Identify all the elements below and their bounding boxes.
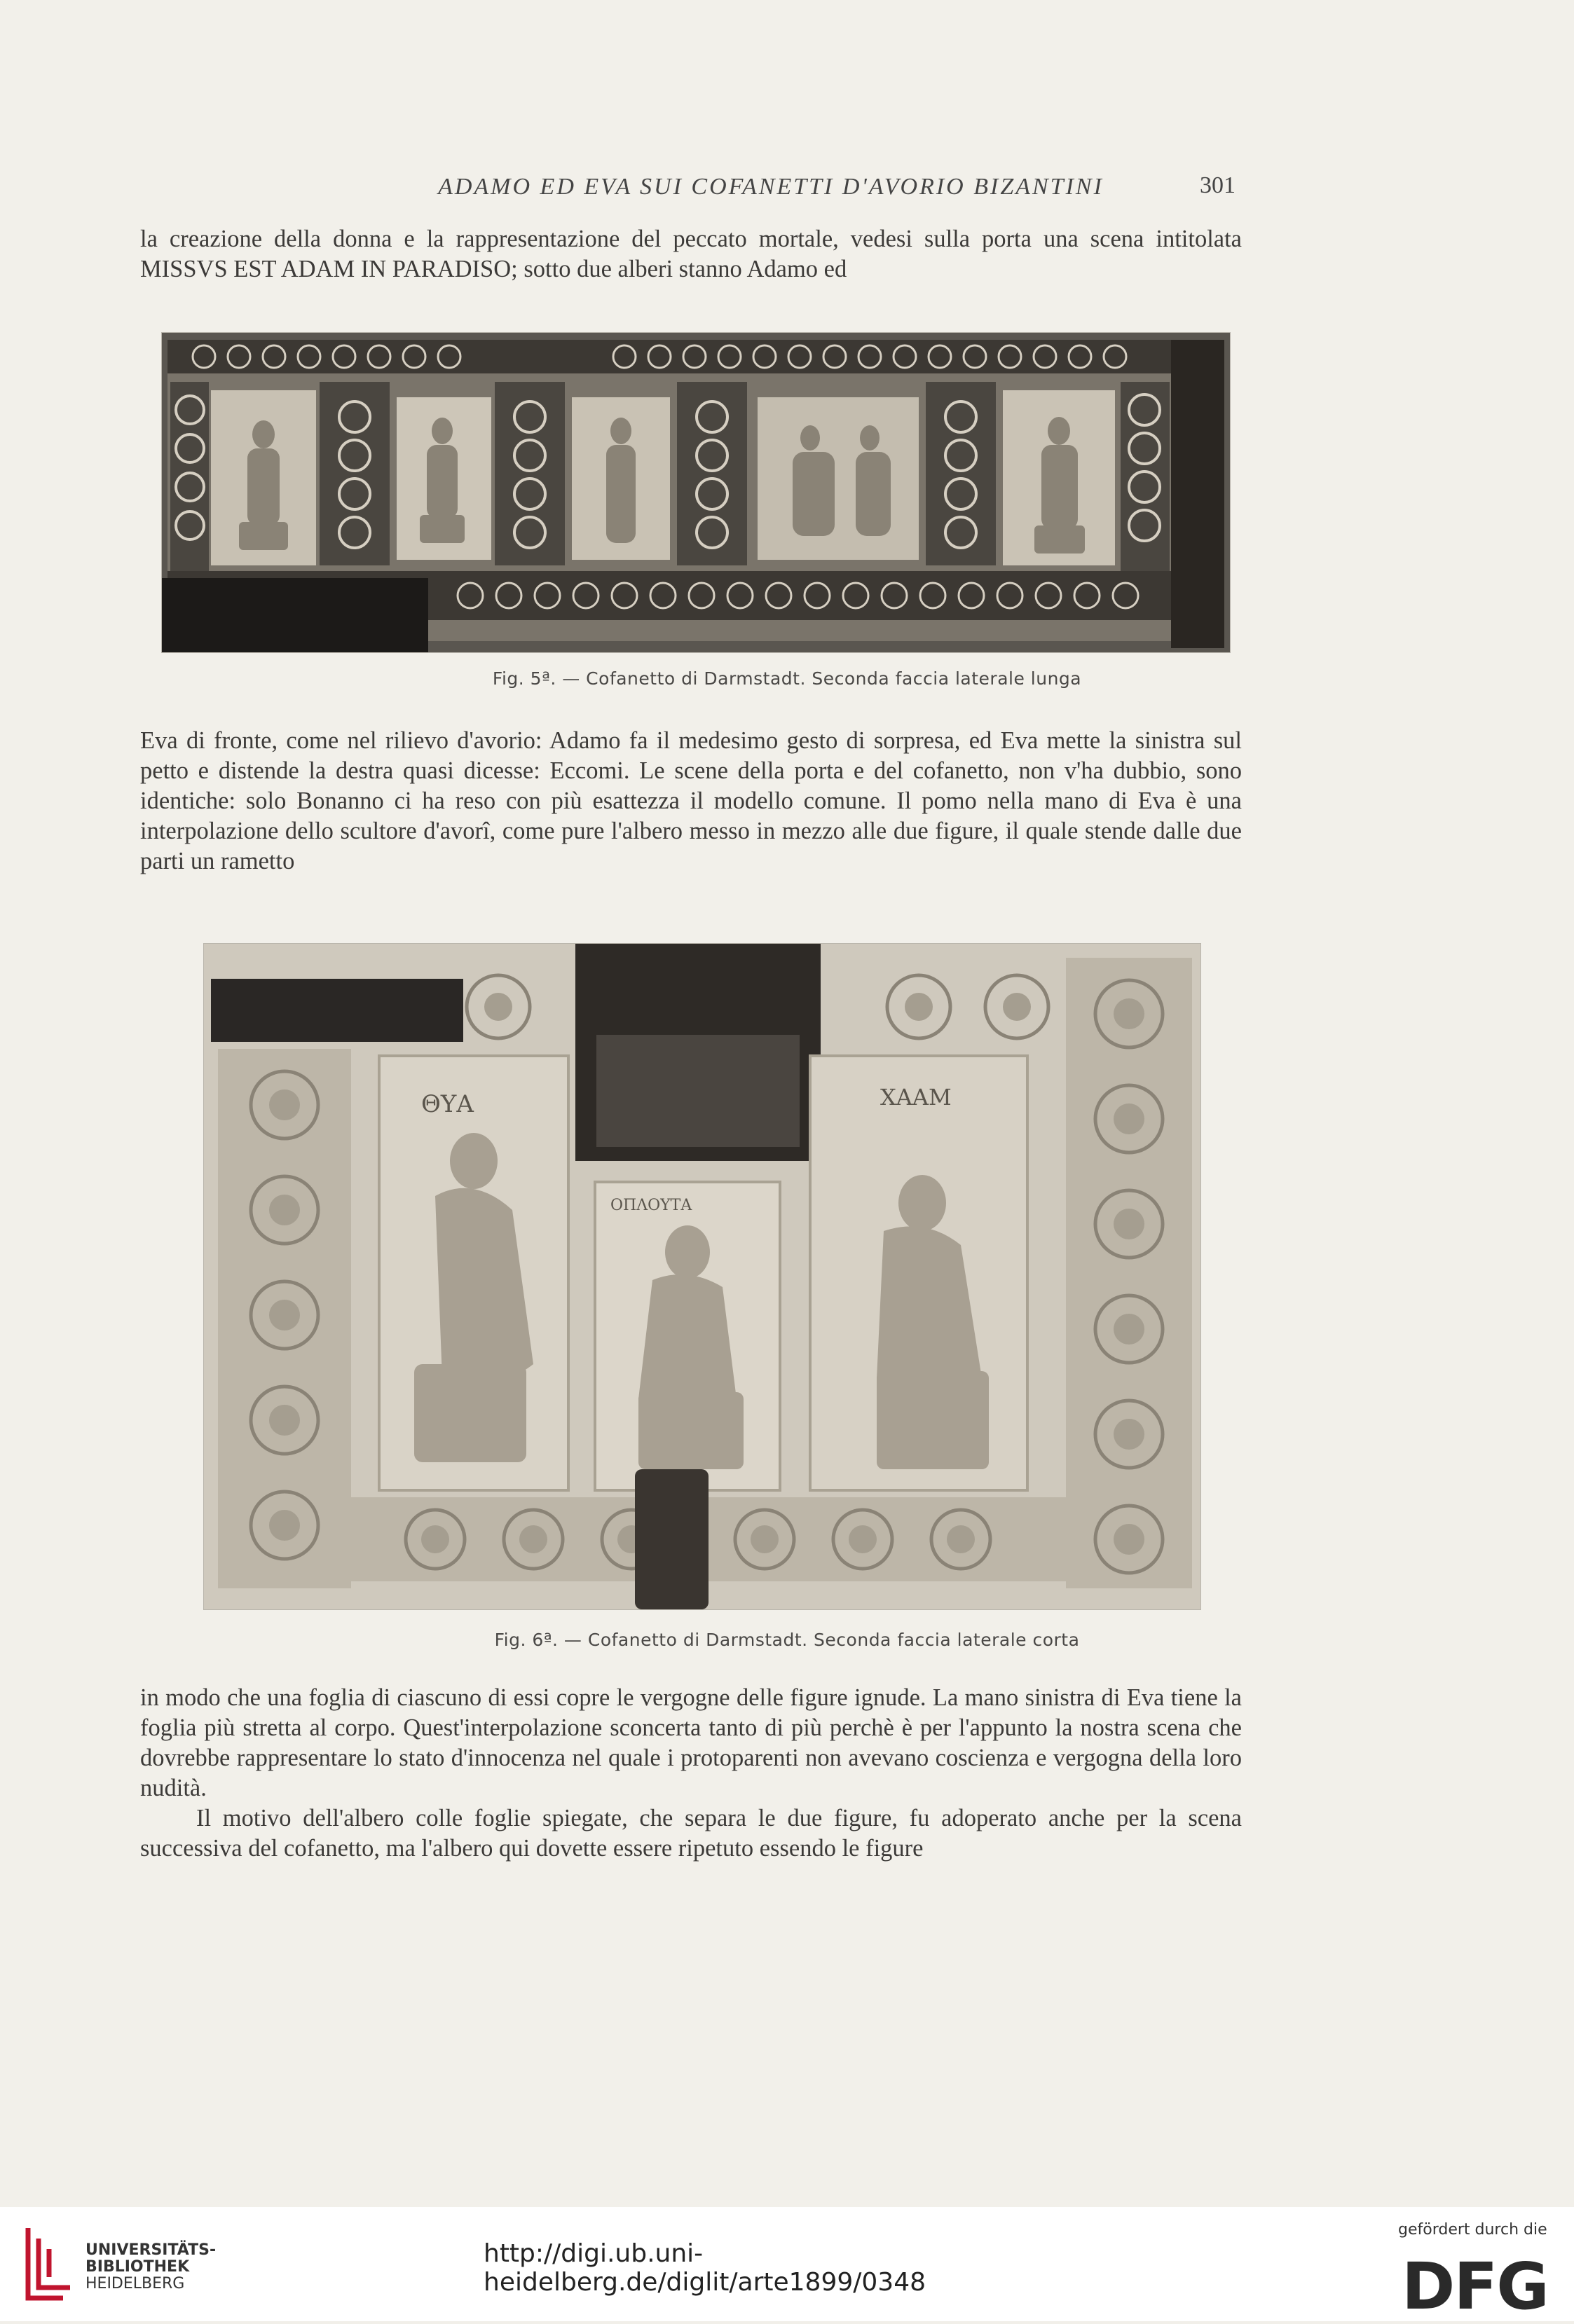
university-library-name: UNIVERSITÄTS- BIBLIOTHEK HEIDELBERG: [85, 2241, 217, 2292]
eva-inscription: ΘΥΑ: [421, 1090, 474, 1118]
page-number: 301: [1200, 172, 1236, 198]
figure-6-caption: Fig. 6ª. — Cofanetto di Darmstadt. Seconda faccia laterale corta: [494, 1630, 1080, 1650]
funder-label: gefördert durch die: [1398, 2221, 1547, 2239]
source-url-link[interactable]: http://digi.ub.uni-heidelberg.de/diglit/arte1899/0348: [484, 2239, 926, 2297]
adam-inscription: ΧΑΑΜ: [880, 1084, 952, 1111]
running-header: ADAMO ED EVA SUI COFANETTI D'AVORIO BIZANTINI: [438, 174, 1104, 200]
paragraph: la creazione della donna e la rappresentazione del peccato mortale, vedesi sulla porta una scena intitolata MISSVS EST ADAM IN PARADISO; sotto due alberi stanno Adamo ed: [140, 226, 1242, 282]
text-block-bottom: [140, 1683, 1242, 1864]
casket-short-side-image: [204, 944, 1200, 1609]
figure-5-photo: [161, 332, 1231, 653]
dfg-logo: DFG: [1402, 2249, 1548, 2324]
paragraph: in modo che una foglia di ciascuno di essi copre le vergogne delle figure ignude. La mano sinistra di Eva tiene la foglia più stretta al corpo. Quest'interpolazione sconcerta tanto di più perchè è per l'appunto la nostra scena che dovrebbe rappresentare lo stato d'innocenza nel quale i protoparenti non avevano coscienza e vergogna della loro nudità.: [140, 1684, 1242, 1801]
casket-long-side-image: [162, 333, 1230, 652]
text-block-middle: [140, 726, 1242, 876]
text-block-top: [140, 224, 1242, 284]
center-inscription: ΟΠΛΟΥΤΑ: [610, 1197, 692, 1214]
paragraph: Eva di fronte, come nel rilievo d'avorio: Adamo fa il medesimo gesto di sorpresa, ed Eva mette la sinistra sul petto e distende la destra quasi dicesse: Eccomi. Le scene della porta e del cofanetto, non v'ha dubbio, sono identiche: solo Bonanno ci ha reso con più esattezza il modello comune. Il pomo nella mano di Eva è una interpolazione dello scultore d'avorî, come pure l'albero messo in mezzo alle due figure, il quale stende dalle due parti un rametto: [140, 727, 1242, 874]
figure-5-caption: Fig. 5ª. — Cofanetto di Darmstadt. Seconda faccia laterale lunga: [492, 668, 1082, 689]
university-library-logo-icon: [14, 2221, 77, 2312]
figure-6-photo: [203, 943, 1201, 1610]
paragraph: Il motivo dell'albero colle foglie spiegate, che separa le due figure, fu adoperato anche per la scena successiva del cofanetto, ma l'albero qui dovette essere ripetuto essendo le figure: [140, 1805, 1242, 1862]
